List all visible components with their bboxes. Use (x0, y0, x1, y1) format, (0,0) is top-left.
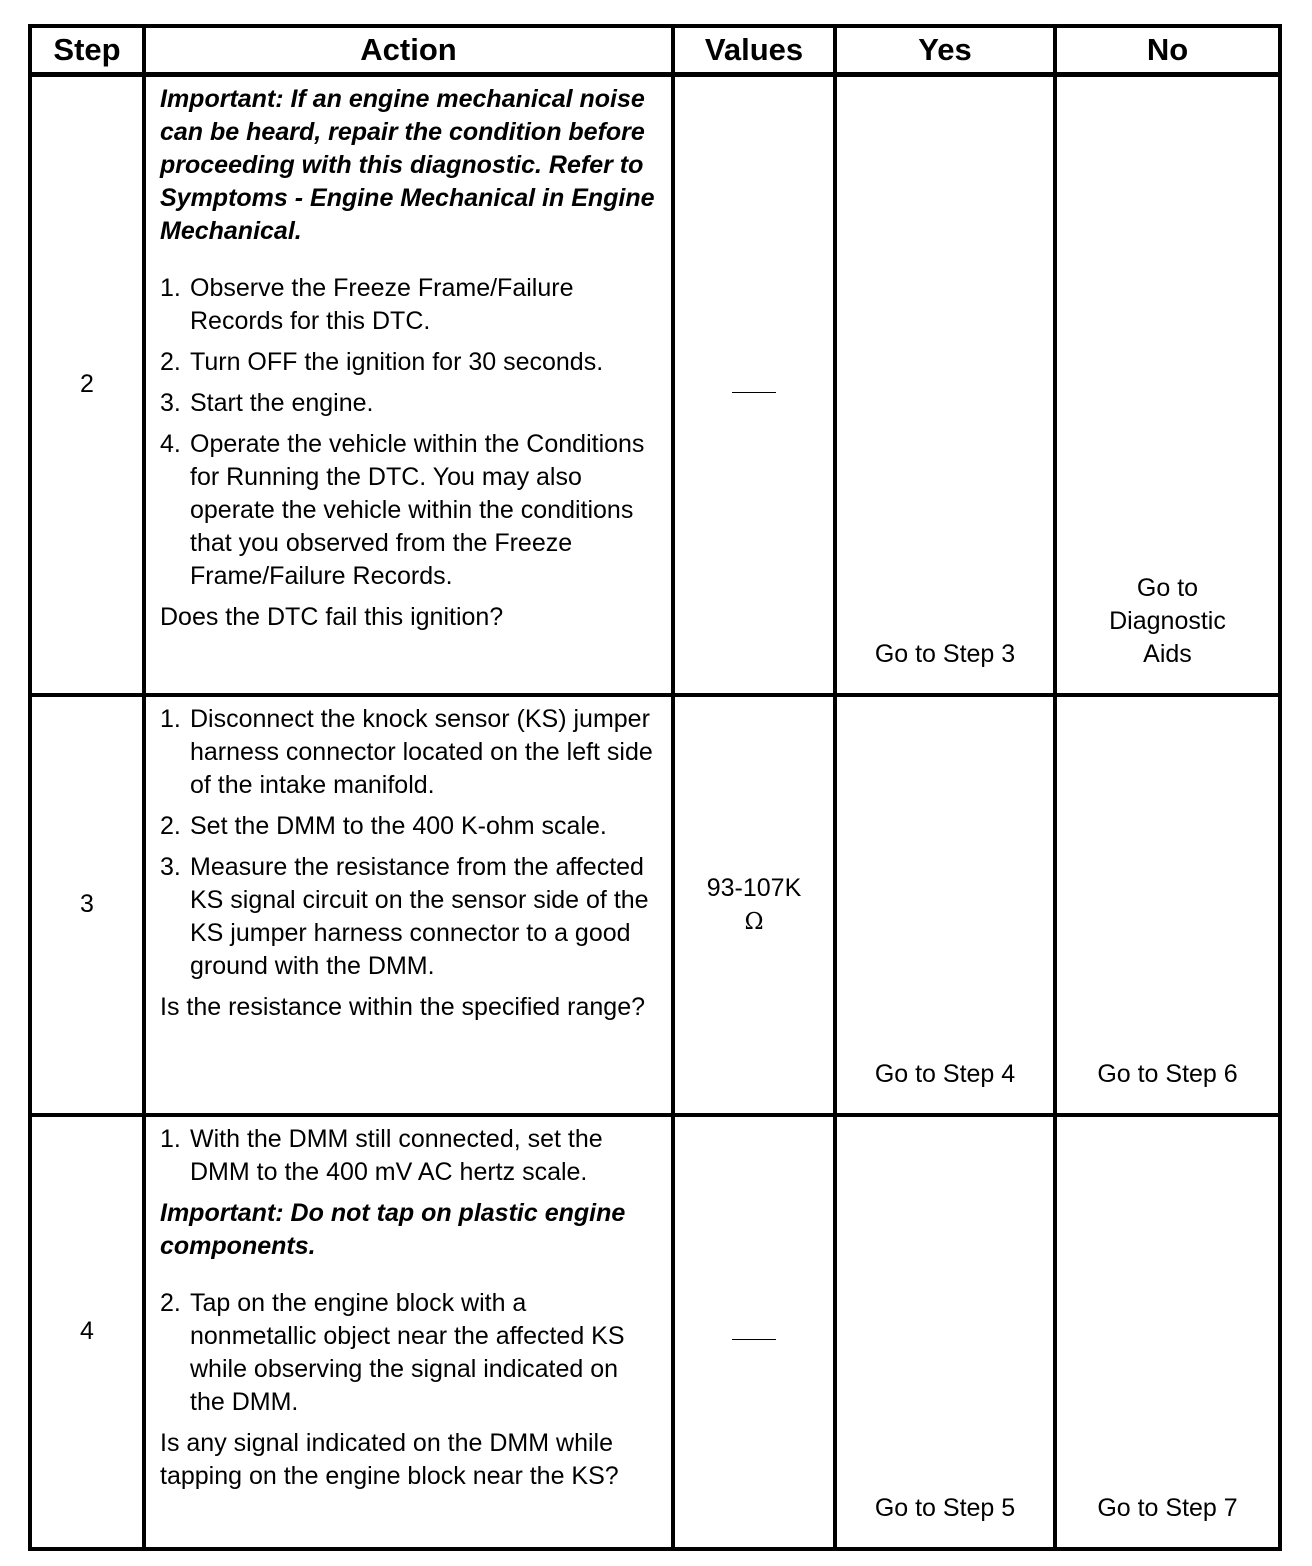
yes-cell: Go to Step 5 (835, 1115, 1055, 1549)
no-cell: Go to Step 7 (1055, 1115, 1280, 1549)
list-item: 1. Disconnect the knock sensor (KS) jumper harness connector located on the left side of the intake manifold. (160, 704, 653, 799)
action-cell (144, 1115, 673, 1549)
header-no: No (1055, 26, 1280, 75)
important-note: Important: Do not tap on plastic engine components. (160, 1198, 626, 1260)
no-cell: Go to Step 6 (1055, 695, 1280, 1115)
header-action: Action (144, 26, 673, 75)
instruction-list (160, 1123, 657, 1189)
header-yes: Yes (835, 26, 1055, 75)
instruction-list (160, 1287, 657, 1419)
not-applicable-dash (732, 1339, 776, 1340)
list-item: 4. Operate the vehicle within the Conditions for Running the DTC. You may also operate the vehicle within the conditions that you observed from the Freeze Frame/Failure Records. (160, 430, 645, 590)
list-item: 1. With the DMM still connected, set the DMM to the 400 mV AC hertz scale. (160, 1124, 603, 1186)
ohm-unit: Ω (744, 908, 764, 935)
header-values: Values (673, 26, 835, 75)
no-cell (1055, 75, 1280, 695)
instruction-list (160, 703, 657, 983)
yes-cell: Go to Step 4 (835, 695, 1055, 1115)
question-text: Does the DTC fail this ignition? (160, 603, 504, 631)
instruction-list (160, 272, 657, 593)
table-row (30, 75, 1280, 695)
diagnostic-table (28, 24, 1282, 1551)
values-cell (673, 75, 835, 695)
no-text: Go to Diagnostic Aids (1109, 573, 1226, 668)
important-note: Important: If an engine mechanical noise can be heard, repair the condition before proceeding with this diagnostic. Refer to Symptoms - Engine Mechanical in Engine Mechanical. (160, 85, 655, 245)
values-cell (673, 1115, 835, 1549)
action-cell (144, 695, 673, 1115)
list-item: 2. Set the DMM to the 400 K-ohm scale. (160, 811, 607, 840)
question-text: Is the resistance within the specified range? (160, 992, 645, 1021)
not-applicable-dash (732, 392, 776, 393)
table-row (30, 1115, 1280, 1549)
step-number: 2 (30, 75, 144, 695)
list-item: 3. Measure the resistance from the affected KS signal circuit on the sensor side of the KS jumper harness connector to a good ground with the DMM. (160, 852, 649, 980)
table-row (30, 695, 1280, 1115)
step-number: 3 (30, 695, 144, 1115)
list-item: 3. Start the engine. (160, 389, 374, 417)
action-cell (144, 75, 673, 695)
yes-cell: Go to Step 3 (835, 75, 1055, 695)
list-item: 2. Turn OFF the ignition for 30 seconds. (160, 348, 604, 376)
list-item: 1. Observe the Freeze Frame/Failure Records for this DTC. (160, 274, 574, 335)
question-text: Is any signal indicated on the DMM while tapping on the engine block near the KS? (160, 1428, 619, 1490)
values-cell (673, 695, 835, 1115)
header-row (30, 26, 1280, 75)
header-step: Step (30, 26, 144, 75)
list-item: 2. Tap on the engine block with a nonmetallic object near the affected KS while observing the signal indicated on the DMM. (160, 1288, 625, 1416)
step-number: 4 (30, 1115, 144, 1549)
resistance-value: 93-107K (706, 873, 802, 902)
